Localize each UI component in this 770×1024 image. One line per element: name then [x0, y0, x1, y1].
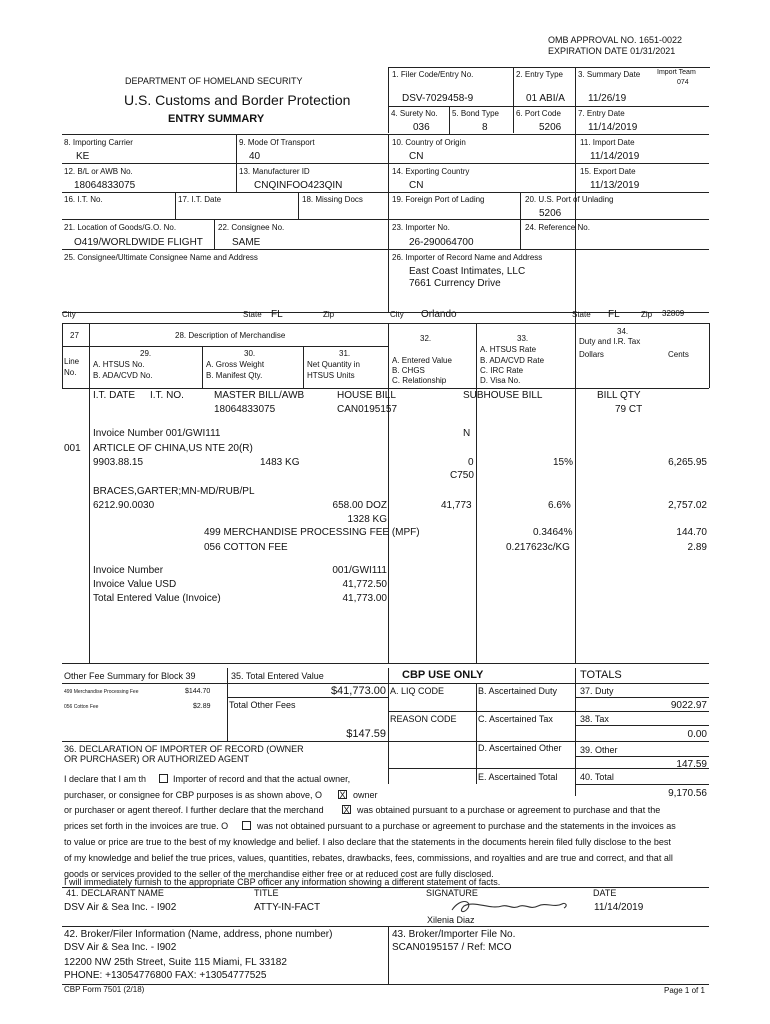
- col-30b: B. Manifest Qty.: [206, 371, 263, 380]
- col-28-description: 28. Description of Merchandise: [175, 331, 286, 340]
- duty-2: 2,757.02: [668, 500, 707, 511]
- col-27: 27: [70, 331, 79, 340]
- declaration-line-1b: Importer of record and that the actual owner,: [173, 774, 351, 784]
- col-29b: B. ADA/CVD No.: [93, 371, 153, 380]
- port-code-value: 5206: [539, 122, 562, 133]
- master-bill-heading: MASTER BILL/AWB: [214, 390, 305, 401]
- mode-of-transport-value: 40: [249, 151, 261, 162]
- ascertained-other-label: D. Ascertained Other: [478, 743, 562, 753]
- ascertained-tax-label: C. Ascertained Tax: [478, 714, 553, 724]
- it-no-label: 16. I.T. No.: [64, 195, 103, 204]
- col-33a: A. HTSUS Rate: [480, 345, 537, 354]
- total-entered-value-amount: 41,773.00: [342, 593, 387, 604]
- declarant-name-label: 41. DECLARANT NAME: [66, 888, 164, 898]
- hts-number-1: 9903.88.15: [93, 457, 144, 468]
- declaration-line-2a: purchaser, or consignee for CBP purposes is as shown above, O: [64, 790, 322, 800]
- col-31a: Net Quantity in: [307, 360, 360, 369]
- col-30: 30.: [244, 349, 256, 358]
- col-32a: A. Entered Value: [392, 356, 452, 365]
- agency: U.S. Customs and Border Protection: [124, 92, 351, 108]
- filer-code-label: 1. Filer Code/Entry No.: [392, 70, 474, 79]
- house-bill-heading: HOUSE BILL: [337, 390, 396, 401]
- merchandise-obtained-checkbox[interactable]: X: [343, 805, 350, 815]
- cotton-fee-amount: 2.89: [687, 542, 707, 553]
- col-line-label: Line: [64, 357, 80, 366]
- import-date-value: 11/14/2019: [590, 151, 640, 162]
- reason-code-label: REASON CODE: [390, 714, 457, 724]
- col-33: 33.: [517, 334, 529, 343]
- declaration-line-3b: was obtained pursuant to a purchase or agreement to purchase and that the: [357, 805, 661, 815]
- declaration-line-7: goods or services provided to the seller of the merchandise either free or at reduced cost are fully disclosed.: [64, 869, 494, 879]
- duty-1: 6,265.95: [668, 457, 707, 468]
- consignee-no-value: SAME: [232, 237, 261, 248]
- house-bill-value: CAN0195157: [337, 404, 398, 415]
- broker-file-no-label: 43. Broker/Importer File No.: [392, 929, 516, 940]
- broker-line-3: PHONE: +13054776800 FAX: +13054777525: [64, 970, 267, 981]
- manufacturer-id-value: CNQINFOO423QIN: [254, 180, 343, 191]
- declaration-line-6: of my knowledge and belief the true prices, values, quantities, rebates, drawbacks, fees, commissions, and royalties and are true and correct, and that all: [64, 853, 673, 863]
- exporting-country-value: CN: [409, 180, 424, 191]
- importing-carrier-value: KE: [76, 151, 90, 162]
- declaration-line-2b: owner: [353, 790, 378, 800]
- entered-value-2: 41,773: [441, 500, 472, 511]
- cotton-fee-label: 056 Cotton Fee: [64, 704, 99, 710]
- subhouse-bill-heading: SUBHOUSE BILL: [463, 390, 543, 401]
- mpf-fee-label: 499 Merchandise Processing Fee: [64, 689, 139, 695]
- location-of-goods-value: O419/WORLDWIDE FLIGHT: [74, 237, 203, 248]
- bond-type-label: 5. Bond Type: [452, 109, 499, 118]
- charges-value: C750: [450, 470, 474, 481]
- import-date-label: 11. Import Date: [580, 138, 635, 147]
- net-quantity-2: 658.00 DOZ: [332, 500, 387, 511]
- col-32: 32.: [420, 334, 432, 343]
- importer-zip-value: 32809: [662, 309, 685, 318]
- col-33c: C. IRC Rate: [480, 366, 524, 375]
- declaration-heading-2: OR PURCHASER) OR AUTHORIZED AGENT: [64, 754, 250, 764]
- cotton-fee-value: $2.89: [193, 703, 211, 710]
- col-no-label: No.: [64, 368, 77, 377]
- relationship-value: N: [463, 428, 471, 439]
- ascertained-total-label: E. Ascertained Total: [478, 772, 558, 782]
- broker-file-no-value: SCAN0195157 / Ref: MCO: [392, 942, 512, 953]
- cbp-use-only: CBP USE ONLY: [402, 669, 484, 681]
- declaration-heading-1: 36. DECLARATION OF IMPORTER OF RECORD (OWNER: [64, 744, 304, 754]
- col-29: 29.: [140, 349, 152, 358]
- net-quantity-2b: 1328 KG: [347, 514, 387, 525]
- tax-value-38: 0.00: [687, 729, 707, 740]
- other-fee-summary-label: Other Fee Summary for Block 39: [64, 671, 196, 681]
- broker-line-2: 12200 NW 25th Street, Suite 115 Miami, FL 33182: [64, 957, 287, 968]
- merchandise-not-obtained-checkbox[interactable]: [242, 821, 251, 830]
- consignee-state-label: State: [243, 310, 262, 319]
- broker-line-1: DSV Air & Sea Inc. - I902: [64, 942, 177, 953]
- it-no-heading: I.T. NO.: [150, 390, 184, 401]
- omb-approval: OMB APPROVAL NO. 1651-0022: [548, 35, 683, 45]
- mode-of-transport-label: 9. Mode Of Transport: [239, 138, 315, 147]
- reference-no-label: 24. Reference No.: [525, 223, 590, 232]
- other-label-39: 39. Other: [580, 745, 618, 755]
- consignee-city-label: City: [62, 310, 76, 319]
- col-cents: Cents: [668, 350, 689, 359]
- invoice-number-line: Invoice Number 001/GWI111: [93, 428, 221, 439]
- col-33b: B. ADA/CVD Rate: [480, 356, 545, 365]
- export-date-label: 15. Export Date: [580, 167, 636, 176]
- rate-2: 6.6%: [548, 500, 571, 511]
- col-29a: A. HTSUS No.: [93, 360, 145, 369]
- title-value: ATTY-IN-FACT: [254, 902, 321, 913]
- col-33d: D. Visa No.: [480, 376, 521, 385]
- export-date-value: 11/13/2019: [590, 180, 640, 191]
- exporting-country-label: 14. Exporting Country: [392, 167, 470, 176]
- expiration-date: EXPIRATION DATE 01/31/2021: [548, 46, 676, 56]
- sign-date-value: 11/14/2019: [594, 902, 644, 913]
- tax-label-38: 38. Tax: [580, 714, 609, 724]
- it-date-heading: I.T. DATE: [93, 390, 136, 401]
- invoice-number-label: Invoice Number: [93, 565, 164, 576]
- bill-qty-heading: BILL QTY: [597, 390, 641, 401]
- it-date-label: 17. I.T. Date: [178, 195, 222, 204]
- total-other-fees-value: $147.59: [346, 728, 386, 740]
- hts-number-2: 6212.90.0030: [93, 500, 155, 511]
- country-of-origin-value: CN: [409, 151, 424, 162]
- consignee-no-label: 22. Consignee No.: [218, 223, 285, 232]
- ascertained-duty-label: B. Ascertained Duty: [478, 686, 558, 696]
- consignee-state-value: FL: [271, 309, 283, 320]
- bill-qty-value: 79 CT: [615, 404, 643, 415]
- declarant-name-value: DSV Air & Sea Inc. - I902: [64, 902, 177, 913]
- entry-date-label: 7. Entry Date: [578, 109, 625, 118]
- master-bill-value: 18064833075: [214, 404, 276, 415]
- foreign-port-label: 19. Foreign Port of Lading: [392, 195, 485, 204]
- surety-no-label: 4. Surety No.: [391, 109, 438, 118]
- bl-awb-value: 18064833075: [74, 180, 136, 191]
- merchandise-description-2: BRACES,GARTER;MN-MD/RUB/PL: [93, 486, 255, 497]
- entry-date-value: 11/14/2019: [588, 122, 638, 133]
- location-of-goods-label: 21. Location of Goods/G.O. No.: [64, 223, 177, 232]
- date-label: DATE: [593, 888, 617, 898]
- invoice-number-value: 001/GWI111: [332, 565, 387, 576]
- cotton-fee-description: 056 COTTON FEE: [204, 542, 288, 553]
- article-description: ARTICLE OF CHINA,US NTE 20(R): [93, 443, 253, 454]
- entered-value-1: 0: [468, 457, 474, 468]
- col-32b: B. CHGS: [392, 366, 425, 375]
- invoice-value-amount: 41,772.50: [342, 579, 387, 590]
- duty-label-37: 37. Duty: [580, 686, 614, 696]
- summary-date-label: 3. Summary Date: [578, 70, 641, 79]
- importer-of-record-checkbox[interactable]: [159, 774, 168, 783]
- declaration-line-5: to value or price are true to the best of my knowledge and belief. I also declare that the statements in the documents herein filed fully disclose to the best: [64, 837, 671, 847]
- bl-awb-label: 12. B/L or AWB No.: [64, 167, 133, 176]
- col-30a: A. Gross Weight: [206, 360, 265, 369]
- col-31: 31.: [339, 349, 351, 358]
- bond-type-value: 8: [482, 122, 488, 133]
- declaration-line-8: I will immediately furnish to the appropriate CBP officer any information showing a different statement of facts.: [64, 877, 501, 887]
- importer-record-label: 26. Importer of Record Name and Address: [392, 253, 543, 262]
- rate-1: 15%: [553, 457, 574, 468]
- missing-docs-label: 18. Missing Docs: [302, 195, 363, 204]
- mpf-rate: 0.3464%: [533, 527, 573, 538]
- cotton-fee-rate: 0.217623c/KG: [506, 542, 570, 553]
- entry-type-value: 01 ABI/A: [526, 93, 565, 104]
- totals-heading: TOTALS: [580, 669, 622, 681]
- owner-checkbox[interactable]: X: [339, 790, 346, 800]
- line-number: 001: [64, 443, 81, 454]
- import-team-value: 074: [677, 79, 689, 86]
- filer-code-value: DSV-7029458-9: [402, 93, 474, 104]
- form-title: ENTRY SUMMARY: [168, 113, 265, 125]
- gross-weight-1: 1483 KG: [260, 457, 300, 468]
- entry-type-label: 2. Entry Type: [516, 70, 563, 79]
- importer-state-value: FL: [608, 309, 620, 320]
- col-31b: HTSUS Units: [307, 371, 355, 380]
- total-value-40: 9,170.56: [668, 788, 707, 799]
- total-label-40: 40. Total: [580, 772, 614, 782]
- us-port-label: 20. U.S. Port of Unlading: [525, 195, 614, 204]
- importer-no-label: 23. Importer No.: [392, 223, 450, 232]
- liq-code-label: A. LIQ CODE: [390, 686, 445, 696]
- form-number: CBP Form 7501 (2/18): [64, 985, 145, 994]
- invoice-value-label: Invoice Value USD: [93, 579, 177, 590]
- us-port-value: 5206: [539, 208, 562, 219]
- surety-no-value: 036: [413, 122, 430, 133]
- consignee-zip-label: Zip: [323, 310, 335, 319]
- importer-state-label: State: [572, 310, 591, 319]
- department: DEPARTMENT OF HOMELAND SECURITY: [125, 76, 303, 86]
- mpf-description: 499 MERCHANDISE PROCESSING FEE (MPF): [204, 527, 420, 538]
- country-of-origin-label: 10. Country of Origin: [392, 138, 466, 147]
- manufacturer-id-label: 13. Manufacturer ID: [239, 167, 310, 176]
- importer-no-value: 26-290064700: [409, 237, 474, 248]
- total-entered-value-label: Total Entered Value (Invoice): [93, 593, 221, 604]
- declaration-line-3a: or purchaser or agent thereof. I further declare that the merchand: [64, 805, 324, 815]
- total-entered-value-label-35: 35. Total Entered Value: [231, 671, 324, 681]
- importer-city-label: City: [390, 310, 404, 319]
- consignee-name-label: 25. Consignee/Ultimate Consignee Name and Address: [64, 253, 258, 262]
- importer-zip-label: Zip: [641, 310, 653, 319]
- mpf-amount: 144.70: [676, 527, 707, 538]
- port-code-label: 6. Port Code: [516, 109, 561, 118]
- title-label: TITLE: [254, 888, 279, 898]
- import-team-label: Import Team: [657, 69, 696, 76]
- signer-name: Xilenia Diaz: [427, 915, 475, 925]
- broker-info-label: 42. Broker/Filer Information (Name, address, phone number): [64, 929, 333, 940]
- declaration-line-4a: prices set forth in the invoices are true. O: [64, 821, 229, 831]
- mpf-fee-value: $144.70: [185, 688, 211, 695]
- declaration-line-4b: was not obtained pursuant to a purchase or agreement to purchase and the statements in the invoices as: [257, 821, 676, 831]
- total-other-fees-label: Total Other Fees: [229, 700, 296, 710]
- col-dollars: Dollars: [579, 350, 604, 359]
- col-34a: Duty and I.R. Tax: [579, 337, 641, 346]
- importer-name: East Coast Intimates, LLC: [409, 266, 526, 277]
- signature-label: SIGNATURE: [426, 888, 478, 898]
- total-entered-value-35: $41,773.00: [330, 685, 386, 697]
- duty-value-37: 9022.97: [670, 700, 707, 711]
- col-32c: C. Relationship: [392, 376, 447, 385]
- importer-address: 7661 Currency Drive: [409, 278, 501, 289]
- importer-city-value: Orlando: [421, 309, 457, 320]
- col-34: 34.: [617, 327, 629, 336]
- page-number: Page 1 of 1: [664, 986, 705, 995]
- summary-date-value: 11/26/19: [588, 93, 627, 104]
- importing-carrier-label: 8. Importing Carrier: [64, 138, 133, 147]
- declaration-line-1a: I declare that I am th: [64, 774, 147, 784]
- other-value-39: 147.59: [676, 759, 707, 770]
